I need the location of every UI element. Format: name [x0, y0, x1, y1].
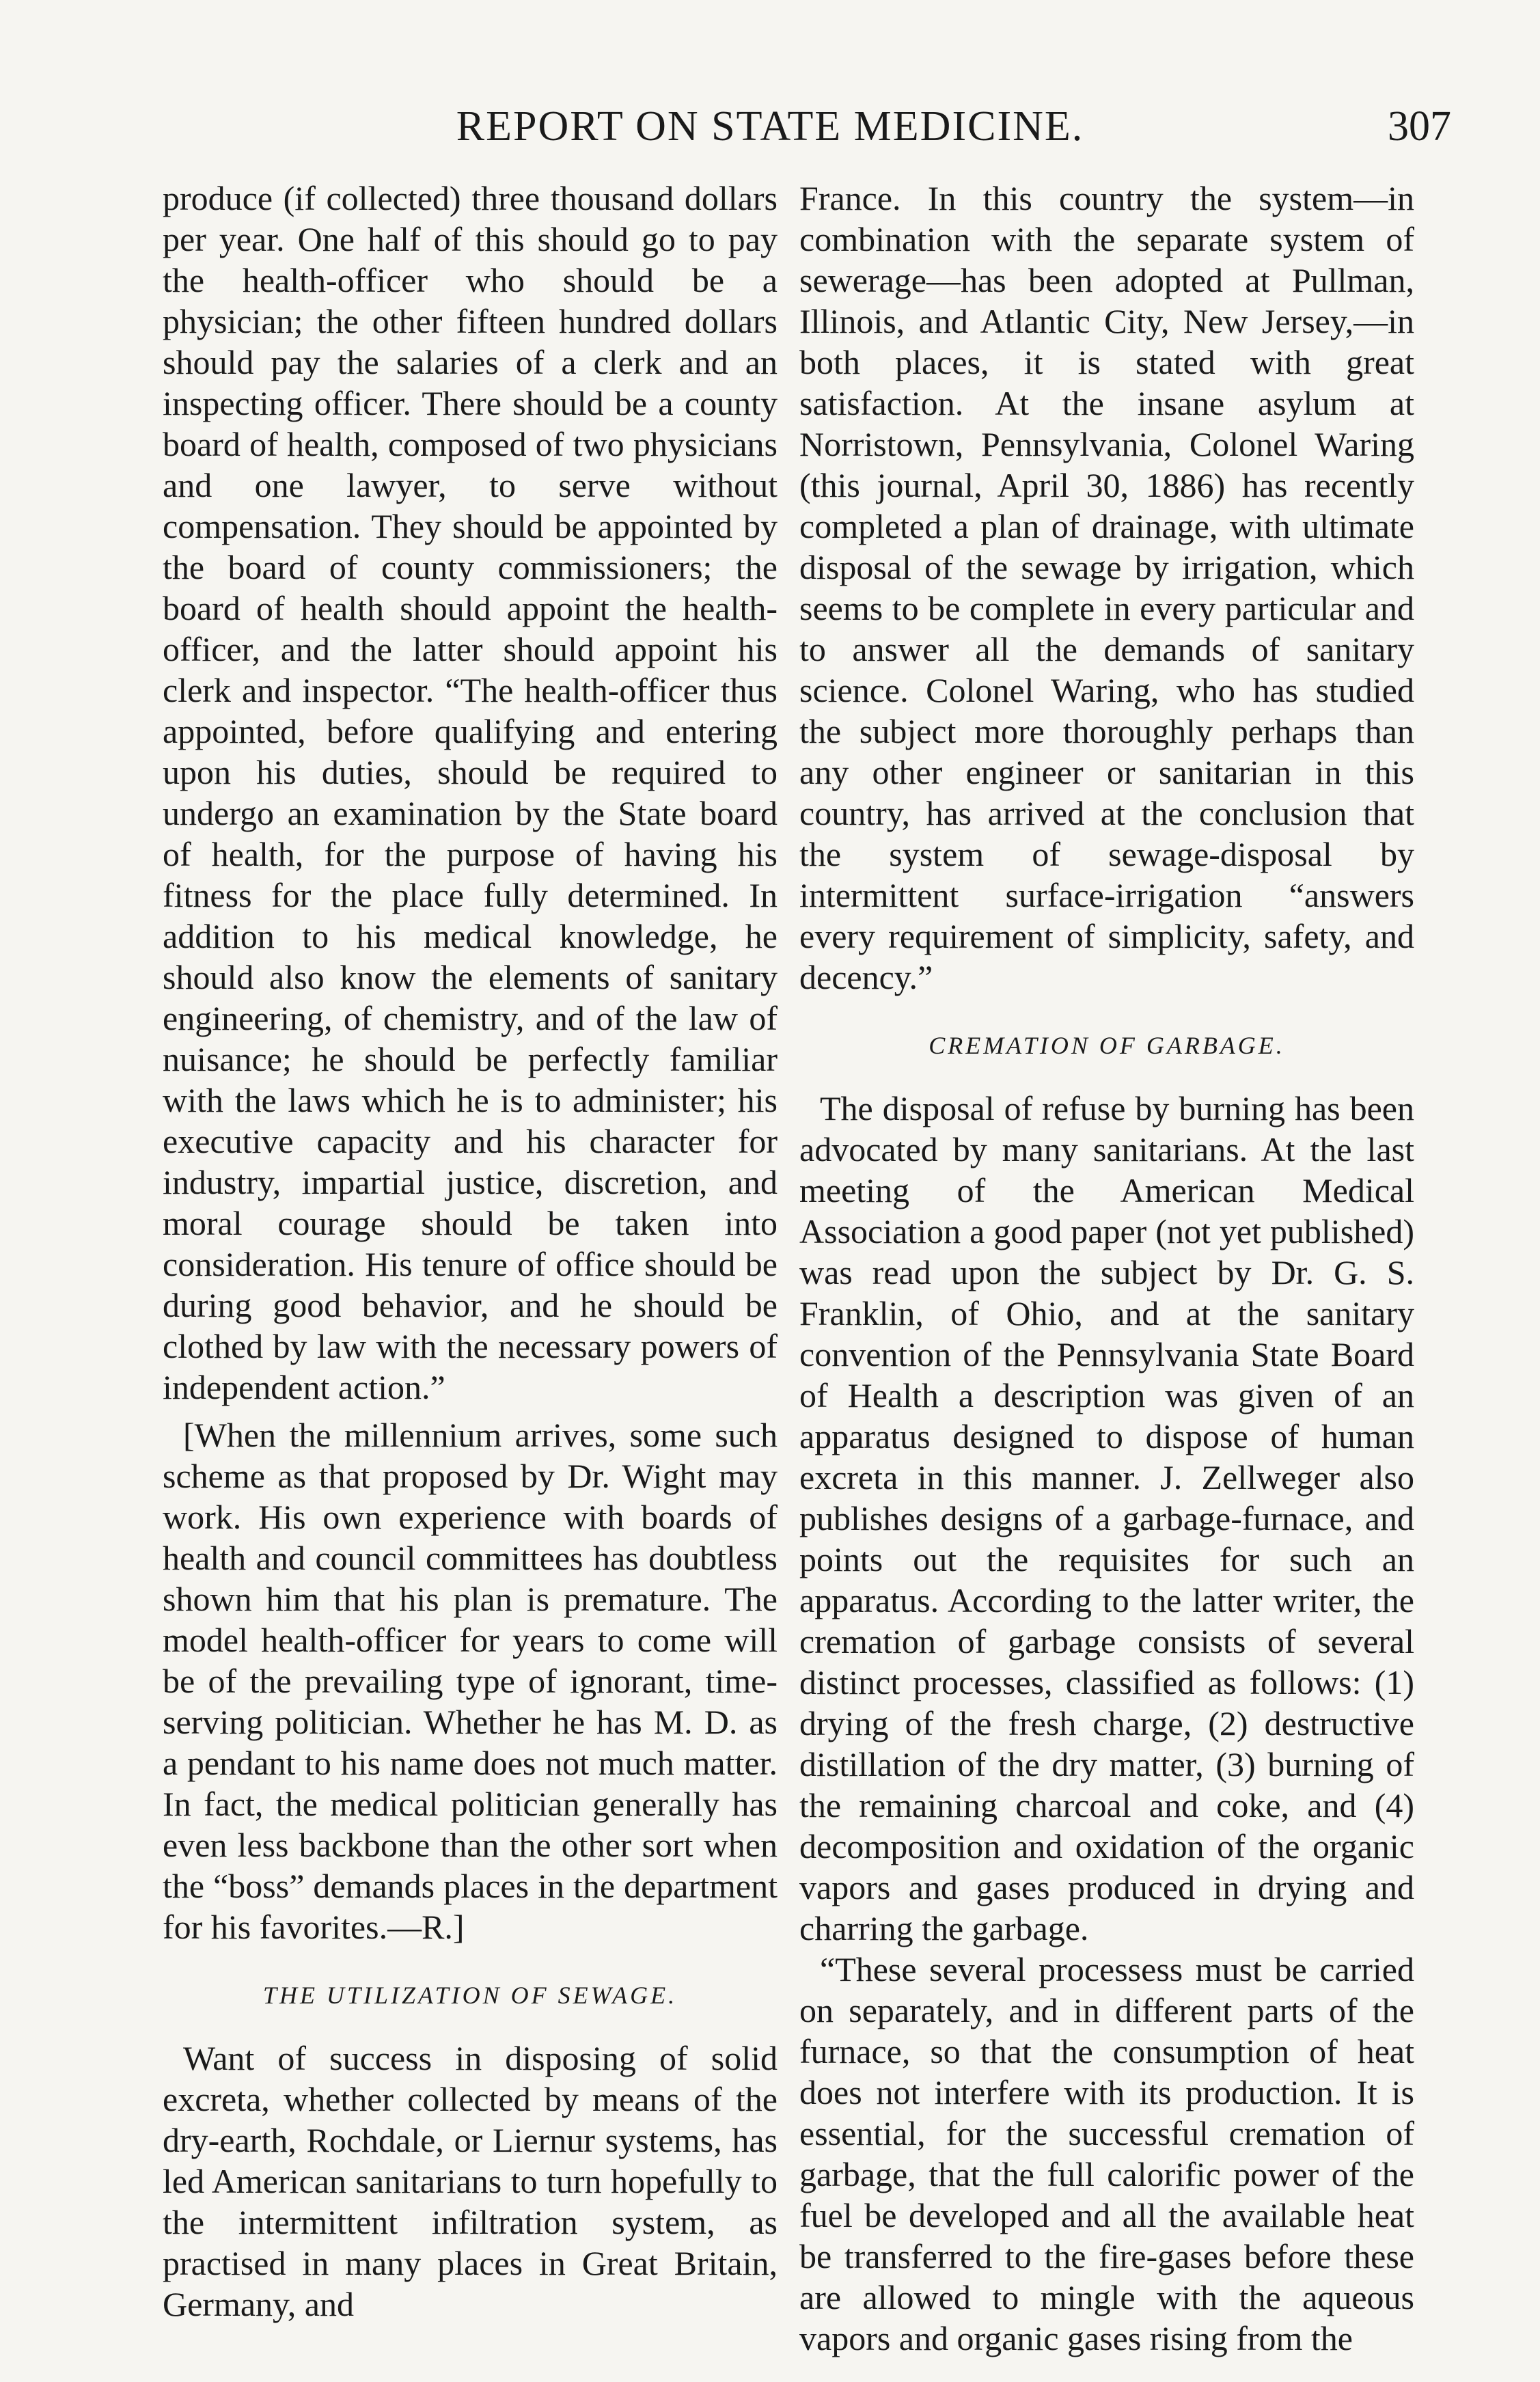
right-column	[799, 178, 1414, 2359]
right-paragraph-2: The disposal of refuse by burning has been advocated by many sanitarians. At the last meeting of the American Medical Association a good paper (not yet published) was read upon the subject by Dr. G. S. Franklin, of Ohio, and at the sanitary convention of the Pennsylvania State Board of Health a description was given of an apparatus designed to dispose of human excreta in this manner. J. Zellweger also publishes designs of a garbage-furnace, and points out the requisites for such an apparatus. According to the latter writer, the cremation of garbage consists of several distinct processes, classified as follows: (1) drying of the fresh charge, (2) destructive distillation of the dry matter, (3) burning of the remaining charcoal and coke, and (4) decomposition and oxidation of the organic vapors and gases produced in drying and charring the garbage.	[799, 1089, 1414, 1947]
page-header	[0, 102, 1540, 164]
running-title: REPORT ON STATE MEDICINE.	[456, 103, 1084, 150]
section-heading-cremation-of-garbage: CREMATION OF GARBAGE.	[929, 1032, 1285, 1059]
left-paragraph-2: [When the millennium arrives, some such scheme as that proposed by Dr. Wight may work. His own experience with boards of health and council committees has doubtless shown him that his plan is premature. The model health-officer for years to come will be of the prevailing type of ignorant, time-serving politician. Whether he has M. D. as a pendant to his name does not much matter. In fact, the medical politician generally has even less backbone than the other sort when the “boss” demands places in the department for his favorites.—R.]	[163, 1416, 778, 1946]
left-column	[163, 178, 778, 2325]
page-number: 307	[1388, 103, 1451, 150]
left-paragraph-3: Want of success in disposing of solid excreta, whether collected by means of the dry-earth, Rochdale, or Liernur systems, has led American sanitarians to turn hopefully to the intermittent infiltration system, as practised in many places in Great Britain, Germany, and	[163, 2039, 778, 2323]
right-paragraph-3: “These several processess must be carried on separately, and in different parts of the furnace, so that the consumption of heat does not interfere with its production. It is essential, for the successful cremation of garbage, that the full calorific power of the fuel be developed and all the available heat be transferred to the fire-gases before these are allowed to mingle with the aqueous vapors and organic gases rising from the	[799, 1950, 1414, 2357]
section-heading-utilization-of-sewage: THE UTILIZATION OF SEWAGE.	[262, 1982, 678, 2009]
right-paragraph-1: France. In this country the system—in combination with the separate system of sewerage—has been adopted at Pullman, Illinois, and Atlantic City, New Jersey,—in both places, it is stated with great satisfaction. At the insane asylum at Norristown, Pennsylvania, Colonel Waring (this journal, April 30, 1886) has recently completed a plan of drainage, with ultimate disposal of the sewage by irrigation, which seems to be complete in every particular and to answer all the demands of sanitary science. Colonel Waring, who has studied the subject more thoroughly perhaps than any other engineer or sanitarian in this country, has arrived at the conclusion that the system of sewage-disposal by intermittent surface-irrigation “answers every requirement of simplicity, safety, and decency.”	[799, 179, 1414, 996]
left-paragraph-1: produce (if collected) three thousand dollars per year. One half of this should go to pay the health-officer who should be a physician; the other fifteen hundred dollars should pay the salaries of a clerk and an inspecting officer. There should be a county board of health, composed of two physicians and one lawyer, to serve without compensation. They should be appointed by the board of county commissioners; the board of health should appoint the health-officer, and the latter should appoint his clerk and inspector. “The health-officer thus appointed, before qualifying and entering upon his duties, should be required to undergo an examination by the State board of health, for the purpose of having his fitness for the place fully determined. In addition to his medical knowledge, he should also know the elements of sanitary engineering, of chemistry, and of the law of nuisance; he should be perfectly familiar with the laws which he is to administer; his executive capacity and his character for industry, impartial justice, discretion, and moral courage should be taken into consideration. His tenure of office should be during good behavior, and he should be clothed by law with the necessary powers of independent action.”	[163, 179, 778, 1406]
